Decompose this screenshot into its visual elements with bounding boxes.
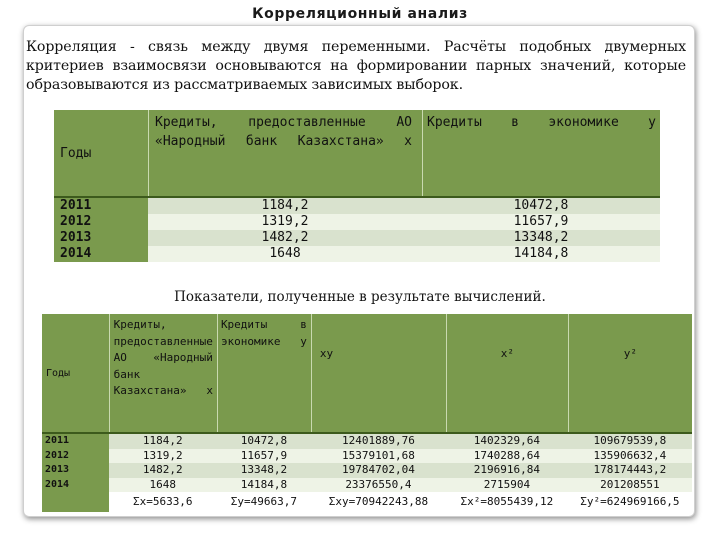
cell-y2: 109679539,8 [568, 434, 692, 449]
cell-x: 1648 [109, 478, 217, 493]
sum-y: Σу=49663,7 [217, 492, 311, 512]
cell-year: 2014 [42, 478, 109, 493]
cell-x: 1319,2 [148, 214, 422, 230]
header-xy: ху [311, 314, 446, 432]
header-years: Годы [42, 314, 109, 432]
header-y: Кредиты в экономике у [422, 110, 660, 196]
table-row [42, 463, 692, 478]
cell-x: 1184,2 [148, 198, 422, 214]
header-x: Кредиты, предоставленные АО «Народный банк Казахстана» х [109, 314, 217, 432]
cell-year: 2013 [42, 463, 109, 478]
cell-x2: 2715904 [446, 478, 568, 493]
cell-y2: 178174443,2 [568, 463, 692, 478]
table-row [54, 214, 660, 230]
table-row [54, 230, 660, 246]
cell-y2: 135906632,4 [568, 449, 692, 464]
cell-x2: 1740288,64 [446, 449, 568, 464]
sums-row [42, 492, 692, 512]
cell-y: 10472,8 [422, 198, 660, 214]
cell-y: 13348,2 [217, 463, 311, 478]
table-header-row [42, 314, 692, 432]
cell-year: 2013 [54, 230, 148, 246]
cell-x2: 1402329,64 [446, 434, 568, 449]
table-caption: Показатели, полученные в результате вычислений. [174, 289, 546, 305]
header-x2: х² [446, 314, 568, 432]
cell-y2: 201208551 [568, 478, 692, 493]
cell-y: 11657,9 [422, 214, 660, 230]
sum-x2: Σх²=8055439,12 [446, 492, 568, 512]
header-y2: у² [568, 314, 692, 432]
table-row [42, 478, 692, 493]
cell-year: 2011 [42, 434, 109, 449]
cell-xy: 23376550,4 [311, 478, 446, 493]
header-years: Годы [54, 110, 148, 196]
cell-x: 1648 [148, 246, 422, 262]
cell-x: 1319,2 [109, 449, 217, 464]
cell-xy: 15379101,68 [311, 449, 446, 464]
cell-year: 2011 [54, 198, 148, 214]
cell-year: 2014 [54, 246, 148, 262]
cell-y: 14184,8 [217, 478, 311, 493]
cell-year: 2012 [42, 449, 109, 464]
cell-y: 10472,8 [217, 434, 311, 449]
sum-y2: Σу²=624969166,5 [568, 492, 692, 512]
slide-title: Корреляционный анализ [252, 6, 468, 22]
table-row [54, 198, 660, 214]
table-row [54, 246, 660, 262]
calculation-table [42, 314, 692, 512]
cell-y: 13348,2 [422, 230, 660, 246]
header-y: Кредиты в экономике у [217, 314, 311, 432]
sum-x: Σх=5633,6 [109, 492, 217, 512]
cell-y: 11657,9 [217, 449, 311, 464]
cell-x: 1184,2 [109, 434, 217, 449]
source-data-table [54, 110, 660, 262]
cell-xy: 12401889,76 [311, 434, 446, 449]
intro-paragraph: Корреляция - связь между двумя переменными. Расчёты подобных двумерных критериев взаимосвязи основываются на формировании парных значений, которые образовываются из рассматриваемых зависимых выборок. [26, 39, 686, 94]
table-header-row [54, 110, 660, 196]
cell-y: 14184,8 [422, 246, 660, 262]
sum-xy: Σху=70942243,88 [311, 492, 446, 512]
cell-xy: 19784702,04 [311, 463, 446, 478]
cell-x: 1482,2 [148, 230, 422, 246]
cell-x: 1482,2 [109, 463, 217, 478]
cell-x2: 2196916,84 [446, 463, 568, 478]
table-row [42, 434, 692, 449]
cell-year: 2012 [54, 214, 148, 230]
table-row [42, 449, 692, 464]
header-x: Кредиты, предоставленные АО «Народный банк Казахстана» х [148, 110, 422, 196]
